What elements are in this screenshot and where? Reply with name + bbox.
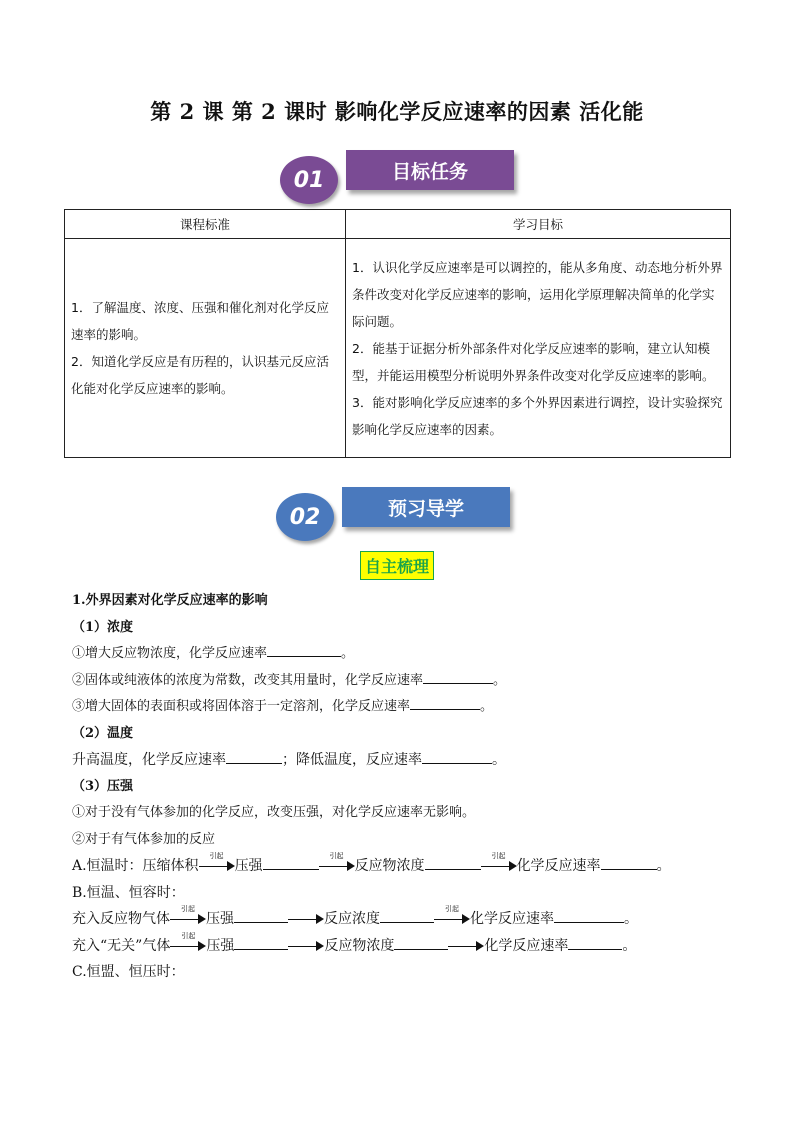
section-number-badge: 01 [280, 156, 338, 204]
arrow-icon [288, 939, 324, 953]
answer-blank[interactable] [568, 937, 622, 950]
line-text: A.恒温时：压缩体积 [72, 858, 199, 874]
answer-blank[interactable] [234, 937, 288, 950]
fill-in-line [72, 641, 742, 668]
line-text: 充入“无关”气体 [72, 937, 171, 954]
line-text: ②固体或纯液体的浓度为常数，改变其用量时，化学反应速率 [72, 672, 424, 688]
answer-blank[interactable] [601, 857, 657, 870]
page-title: 第 2 课 第 2 课时 影响化学反应速率的因素 活化能 [150, 99, 644, 124]
line-text: 压强 [206, 937, 235, 954]
list-item: 1．认识化学反应速率是可以调控的，能从多角度、动态地分析外界条件改变对化学反应速率的影响，运用化学原理解决简单的化学实际问题。 [352, 259, 723, 329]
reasoning-chain-b2 [72, 933, 742, 960]
section-title: 目标任务 [346, 150, 514, 190]
table-cell-objectives [346, 239, 731, 458]
line-text: 升高温度，化学反应速率 [72, 752, 226, 768]
fill-in-line [72, 747, 742, 774]
goals-table [64, 209, 731, 458]
line-text: 化学反应速率 [470, 911, 554, 927]
answer-blank[interactable] [394, 937, 448, 950]
answer-blank[interactable] [267, 644, 341, 657]
arrow-icon [319, 852, 355, 873]
answer-blank[interactable] [226, 751, 282, 764]
line-text: 充入反应物气体 [72, 911, 170, 927]
arrow-label: 引起 [491, 852, 506, 860]
line-text: 反应浓度 [324, 911, 380, 927]
subheading: （2）温度 [72, 725, 134, 741]
fill-in-line [72, 668, 742, 695]
punctuation: 。 [492, 752, 506, 768]
answer-blank[interactable] [423, 671, 493, 684]
arrow-label: 引起 [445, 905, 459, 913]
arrow-label: 引起 [181, 931, 196, 940]
line-text: ③增大固体的表面积或将固体溶于一定溶剂，化学反应速率 [72, 699, 411, 714]
punctuation: 。 [622, 937, 637, 954]
worksheet-content [72, 588, 742, 986]
answer-blank[interactable] [234, 910, 288, 923]
punctuation: 。 [480, 699, 494, 714]
text-line: ②对于有气体参加的反应 [72, 831, 216, 847]
punctuation: 。 [656, 858, 671, 874]
heading: 1.外界因素对化学反应速率的影响 [72, 593, 268, 608]
table-cell-standards [65, 239, 346, 458]
text-line: B.恒温、恒容时： [72, 884, 185, 901]
line-text: 压强 [206, 911, 234, 927]
punctuation: 。 [493, 672, 507, 688]
arrow-label: 引起 [181, 905, 195, 913]
line-text: ；降低温度，反应速率 [282, 752, 422, 768]
self-study-tag: 自主梳理 [360, 551, 434, 580]
line-text: ①增大反应物浓度，化学反应速率 [72, 646, 268, 661]
subheading: （1）浓度 [72, 619, 134, 635]
line-text: 压强 [234, 858, 263, 874]
answer-blank[interactable] [554, 910, 624, 923]
reasoning-chain-a [72, 853, 742, 880]
reasoning-chain-b1 [72, 906, 742, 933]
line-text: 反应物浓度 [354, 858, 425, 874]
arrow-label: 引起 [329, 852, 344, 860]
arrow-icon [199, 852, 235, 873]
answer-blank[interactable] [422, 751, 492, 764]
answer-blank[interactable] [425, 857, 481, 870]
answer-blank[interactable] [263, 857, 319, 870]
subheading: （3）压强 [72, 778, 134, 794]
arrow-icon [170, 931, 206, 953]
answer-blank[interactable] [380, 910, 434, 923]
column-header: 学习目标 [346, 210, 731, 239]
arrow-icon [288, 912, 324, 926]
line-text: 反应物浓度 [324, 937, 395, 954]
arrow-icon [434, 905, 470, 926]
punctuation: 。 [341, 646, 355, 661]
table-row [65, 239, 731, 458]
line-text: 化学反应速率 [516, 858, 601, 874]
text-line: C.恒盟、恒压时： [72, 964, 185, 980]
column-header: 课程标准 [65, 210, 346, 239]
arrow-icon [448, 939, 484, 953]
section-number-badge: 02 [276, 493, 334, 541]
arrow-icon [481, 852, 517, 873]
list-item: 2．能基于证据分析外部条件对化学反应速率的影响，建立认知模型，并能运用模型分析说明外界条件改变对化学反应速率的影响。 [352, 340, 715, 383]
table-header-row [65, 210, 731, 239]
list-item: 1．了解温度、浓度、压强和催化剂对化学反应速率的影响。 [71, 300, 329, 342]
fill-in-line [72, 694, 742, 721]
section-title: 预习导学 [342, 487, 510, 527]
text-line: ①对于没有气体参加的化学反应，改变压强，对化学反应速率无影响。 [72, 805, 476, 820]
list-item: 3．能对影响化学反应速率的多个外界因素进行调控，设计实验探究影响化学反应速率的因素。 [352, 394, 723, 437]
answer-blank[interactable] [410, 697, 480, 710]
list-item: 2．知道化学反应是有历程的，认识基元反应活化能对化学反应速率的影响。 [71, 354, 329, 396]
arrow-icon [170, 905, 206, 926]
arrow-label: 引起 [209, 852, 224, 860]
line-text: 化学反应速率 [484, 937, 569, 954]
punctuation: 。 [624, 911, 638, 927]
